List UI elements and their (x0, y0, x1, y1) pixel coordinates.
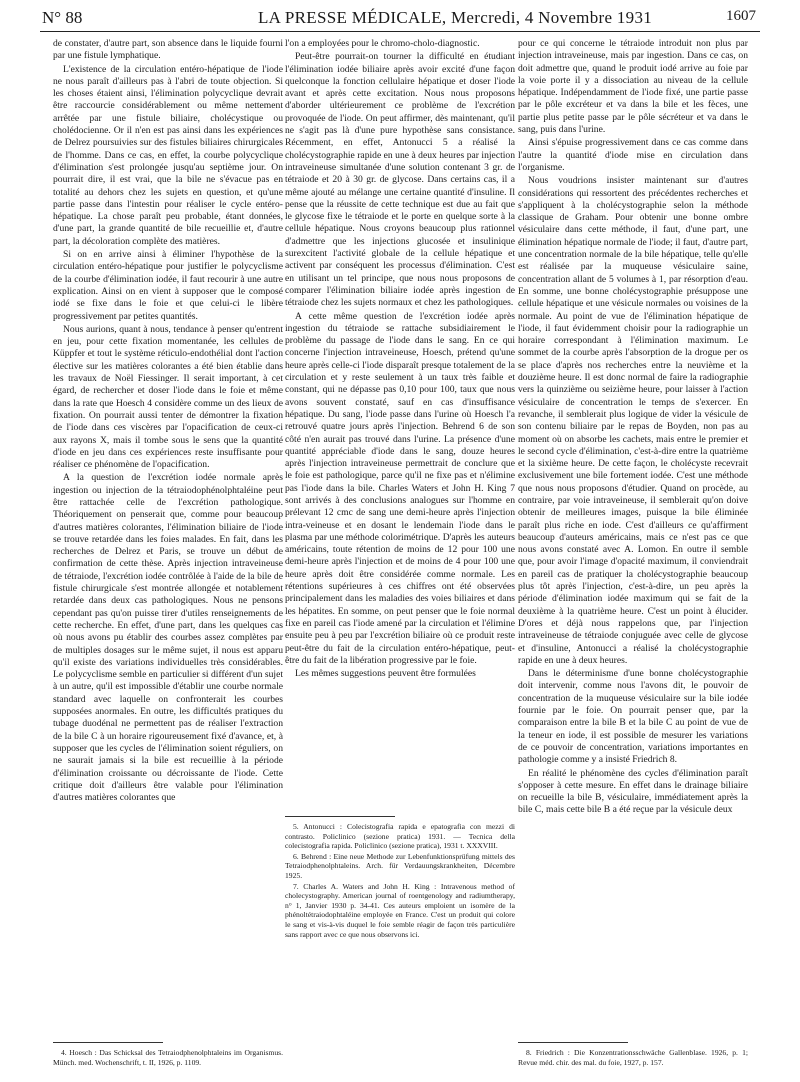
text-column-1 (53, 38, 283, 1067)
journal-title: LA PRESSE MÉDICALE, Mercredi, 4 Novembre 1931 (258, 8, 653, 27)
footnote-rule (53, 1042, 163, 1043)
paragraph: A la question de l'excrétion iodée normale après ingestion ou injection de la tétraiodophénolphtaléine peut être rattachée celle de l'excrétion pathologique. Théoriquement on penserait que, comme pour beaucoup d'autres matières colorantes, l'élimination biliaire de l'iode se trouve retardée dans les foies malades. En fait, dans les recherches de Delrez et Paris, se trouve un début de confirmation de cette thèse. Après injection intraveineuse de tétraiode, l'excrétion iodée contrôlée à l'aide de la bile de fistule chirurgicale s'est montrée allongée et notablement retardée dans deux cas pathologiques. Nous ne pensons cependant pas qu'on puisse tirer d'utiles renseignements de cette recherche. En effet, d'une part, dans les quelques cas où nous avons pu établir des courbes assez complètes par de multiples dosages sur le même sujet, il nous est apparu qu'il existe des variations individuelles très considérables. Le polycyclisme semble en particulier si différent d'un sujet à un autre, qu'il est impossible d'établir une courbe normale standard avec laquelle on confronterait les courbes supposées anormales. En outre, les difficultés pratiques du tubage duodénal ne permettent pas de réaliser l'extraction de la bile C à un horaire rigoureusement fixé d'avance, et, à supposer que les cycles de l'élimination soient réguliers, on ne saurait jamais si la bile est recueillie à la période d'élimination croissante ou décroissante de l'iode. Cette critique doit d'ailleurs être valable pour l'élimination d'autres matières colorantes que (53, 472, 283, 804)
paragraph: de constater, d'autre part, son absence dans le liquide fourni par une fistule lymphatique. (53, 38, 283, 62)
footnotes-column-1 (53, 1036, 283, 1067)
paragraph: Nous voudrions insister maintenant sur d'autres considérations qui ressortent des précédentes recherches et s'appliquent à la cholécystographie selon la méthode classique de Graham. Pour obtenir une bonne ombre vésiculaire dans cette méthode, il faut, d'une part, une élimination hépatique normale de l'iode; il faut, d'autre part, une concentration normale de la bile hépatique, telle qu'elle est réalisée par la muqueuse vésiculaire saine, concentration allant de 5 volumes à 1, par résorption d'eau. En somme, une bonne cholécystographie présuppose une cellule hépatique et une vésicule normales ou voisines de la normale. Au point de vue de l'élimination hépatique de l'iode, il faut évidemment choisir pour la radiographie un horaire correspondant à l'élimination maximum. Le sommet de la courbe après l'absorption de la drogue per os se place d'après nos recherches entre la neuvième et la douzième heure. Il est donc normal de faire la radiographie vers la quinzième ou seizième heure, pour laisser à l'action vésiculaire de concentration le temps de s'exercer. En revanche, il semblerait plus logique de vider la vésicule de son contenu biliaire par le repas de Boyden, non pas au moment où on absorbe les cachets, mais entre le premier et le second cycle d'élimination, c'est-à-dire entre la quatrième et la sixième heure. De cette façon, le cholécyste recevrait exclusivement une bile fortement iodée. C'est une méthode que nous nous proposons d'étudier. Quand on procède, au contraire, par voie intraveineuse, il semblerait qu'on doive obtenir de meilleures images, puisque la bile éliminée paraît plus riche en iode. C'est d'ailleurs ce qu'affirment beaucoup d'auteurs américains, mais ce n'est pas ce que nous avons constaté avec A. Lomon. En outre il semble que, pour avoir l'image d'opacité maximum, il conviendrait en pareil cas de pratiquer la cholécystographie beaucoup plus tôt après l'injection, c'est-à-dire, un peu après la période d'élimination iodée maximum qui se fait de la deuxième à la quatrième heure. C'est un point à élucider. D'ores et déjà nous rappelons que, par l'injection intraveineuse de tétraiode conjuguée avec celle de glycose et d'insuline, Antonucci a réalisé la cholécystographie rapide en une à deux heures. (518, 175, 748, 666)
footnotes-column-2 (285, 810, 515, 939)
paragraph: Peut-être pourrait-on tourner la difficulté en étudiant l'élimination iodée biliaire après avoir excité d'une façon quelconque la fonction cellulaire hépatique et doser l'iode avant et après cette excitation. Nous nous proposons d'aborder ultérieurement ce problème de l'excrétion provoquée de l'iode. On peut affirmer, dès maintenant, qu'il ne s'agit pas là d'une pure hypothèse sans consistance. Récemment, en effet, Antonucci 5 a réalisé la cholécystographie rapide en une à deux heures par injection intraveineuse simultanée d'une solution contenant 3 gr. de tétraiode et 20 à 30 gr. de glycose. Dans certains cas, il a même ajouté au mélange une certaine quantité d'insuline. Il pense que la réussite de cette technique est due au fait que le glycose fixe le tétraiode et le porte en quelque sorte à la cellule hépatique. Nous croyons beaucoup plus rationnel d'admettre que les injections glucosée et insulinique surexcitent l'activité globale de la cellule hépatique et activent par conséquent les processus d'élimination. C'est en utilisant un tel principe, que nous nous proposons de comparer l'élimination biliaire iodée après ingestion de tétraiode chez les sujets normaux et chez les pathologiques. (285, 51, 515, 309)
paragraph: Si on en arrive ainsi à éliminer l'hypothèse de la circulation entéro-hépatique pour justifier le polycyclisme de la courbe d'élimination iodée, il faut recourir à une autre explication. Ainsi on en vient à supposer que le composé iodé se fixe dans le foie et que celui-ci le libère progressivement par petites quantités. (53, 249, 283, 322)
paragraph: En réalité le phénomène des cycles d'élimination paraît s'opposer à cette mesure. En effet dans le drainage biliaire on recueille la bile B, vésiculaire, immédiatement après la bile C, mais cette bile B a été reçue par la vésicule deux (518, 767, 748, 816)
footnote: 4. Hoesch : Das Schicksal des Tetraiodphenolphtaleins im Organismus. Münch. med. Wochenschrift, t. II, 1926, p. 1109. (53, 1048, 283, 1067)
footnote-rule (285, 816, 395, 817)
paragraph: Dans le déterminisme d'une bonne cholécystographie doit intervenir, comme nous l'avons dit, le pouvoir de concentration de la muqueuse vésiculaire sur la bile iodée fournie par le foie. On pourrait penser que, par la comparaison entre la bile B et la bile C au point de vue de la teneur en iode, il est possible de mesurer les variations de ce pouvoir de concentration, variations importantes en pathologie comme y a insisté Friedrich 8. (518, 668, 748, 766)
paragraph: L'existence de la circulation entéro-hépatique de l'iode ne nous paraît d'ailleurs pas à l'abri de toute objection. Si les choses étaient ainsi, l'élimination polycyclique devrait être raccourcie considérablement ou même nettement arrêtée par une fistule biliaire, cholécystique ou cholédocienne. Or il n'en est pas ainsi dans les expériences de Delrez poursuivies sur des fistules biliaires chirurgicales de l'homme. Dans ce cas, en effet, la courbe polycyclique d'élimination s'est prolongée jusqu'au septième jour. On pourrait dire, il est vrai, que la bile ne s'évacue pas en totalité au dehors chez les sujets en question, et qu'une partie passe dans l'intestin pour réaliser le cycle entéro-hépatique. La chose paraît peu probable, étant données, d'une part, la grande quantité de bile recueillie et, d'autre part, la décoloration complète des matières. (53, 63, 283, 247)
paragraph: Les mêmes suggestions peuvent être formulées (295, 668, 476, 680)
footnote-rule (518, 1042, 628, 1043)
footnotes-column-3 (518, 1036, 748, 1067)
page-number: 1607 (726, 8, 756, 24)
footnote: 5. Antonucci : Colecistografia rapida e epatografia con mezzi di contrasto. Policlinico (sezione pratica) 1931. — Tecnica della colecistografia rapida. Policlinico (sezione pratica), 1931 t. XXXVIII. (285, 822, 515, 851)
footnote: 7. Charles A. Waters and John H. King : Intravenous method of cholecystography. American journal of roentgenology and radiumtherapy, n° 1, Janvier 1930 p. 34-41. Ces auteurs emploient un isomère de la phénoltétraiodophtaléine employée en France. C'est un produit qui colore le sang et vis-à-vis duquel le foie semble réagir de façon très particulière sans rapport avec ce que nous observons ici. (285, 881, 515, 939)
paragraph: A cette même question de l'excrétion iodée après ingestion du tétraiode se rattache subsidiairement le problème du passage de l'iode dans le sang. En ce qui concerne l'injection intraveineuse, Hoesch, prétend qu'une heure après celle-ci l'iode disparaît presque totalement de la circulation et y reste seulement à un taux très faible et constant, qui ne dépasse pas 0,10 pour 100, taux que nous avons souvent constaté, sauf en cas d'insuffisance hépatique. Du sang, l'iode passe dans l'urine où Hoesch l'a retrouvé quatre jours après l'injection. Behrend 6 de son côté n'en aurait pas trouvé dans l'urine. La présence d'une quantité appréciable d'iode dans le sang, douze heures après l'injection intraveineuse permettrait de conclure que le foie est pathologique, parce qu'il ne fixe pas et n'élimine pas l'iode dans la bile. Charles Waters et John H. King 7 sont arrivés à des conclusions analogues sur l'homme en prélevant 12 cmc de sang une demi-heure après l'injection intra-veineuse et en dosant le lendemain l'iode dans le plasma par une méthode colorimétrique. D'après les auteurs américains, toute rétention de moins de 12 pour 100 une demi-heure après l'injection et de moins de 4 pour 100 une heure après doit être considérée comme normale. Les rétentions supérieures à ces chiffres ont été observées principalement dans les maladies des voies biliaires et dans les hépatites. En somme, on peut penser que le foie normal fixe en pareil cas l'iode amené par la circulation et l'élimine ensuite peu à peu par l'excrétion biliaire où ce produit reste peut-être du fait de la circulation entéro-hépatique, peut-être du fait de la libération progressive par le foie. (285, 310, 515, 666)
footnote: 8. Friedrich : Die Konzentrationsschwäche Gallenblase. 1926, p. 1; Revue méd. chir. des mal. du foie, 1927, p. 157. (518, 1048, 748, 1067)
paragraph: Nous aurions, quant à nous, tendance à penser qu'entrent en jeu, pour cette fixation momentanée, les cellules de Küppfer et tout le système réticulo-endothélial dont l'action élective sur les matières colorantes a été bien établie dans les travaux de Noël Fiessinger. Il serait important, à cet égard, de rechercher et doser l'iode dans le foie et même dans la rate que Hoesch 4 considère comme un des lieux de fixation. On pourrait aussi tenter de démontrer la fixation de l'iode dans ces viscères par l'opacification de ceux-ci aux rayons X, mais il tombe sous le sens que la quantité d'iode en jeu dans ces expériences reste insuffisante pour réaliser ce phénomène de l'opacification. (53, 323, 283, 471)
footnote: 6. Behrend : Eine neue Methode zur Lebenfunktionsprüfung mittels des Tetraiodphenolphtaleins. Arch. für Verdauungskrankheiten, Décembre 1925. (285, 851, 515, 880)
paragraph: Ainsi s'épuise progressivement dans ce cas comme dans l'autre la quantité d'iode mise en circulation dans l'organisme. (518, 137, 748, 173)
page-header (40, 0, 760, 34)
paragraph: pour ce qui concerne le tétraiode introduit non plus par injection intraveineuse, mais par ingestion. Dans ce cas, on doit admettre que, quand le produit iodé arrive au foie par la voie porte il y a dissociation au niveau de la cellule hépatique. Indépendamment de l'iode fixé, une partie passe par le pôle excréteur et va dans la bile et les fèces, une partie plus petite passe par le pôle sécréteur et va dans le sang, puis dans l'urine. (518, 38, 748, 136)
text-column-3 (518, 38, 748, 1067)
header-rule (40, 31, 760, 32)
paragraph: l'on a employées pour le chromo-cholo-diagnostic. (285, 38, 480, 49)
issue-number: N° 88 (42, 8, 83, 27)
text-column-2 (285, 38, 515, 939)
